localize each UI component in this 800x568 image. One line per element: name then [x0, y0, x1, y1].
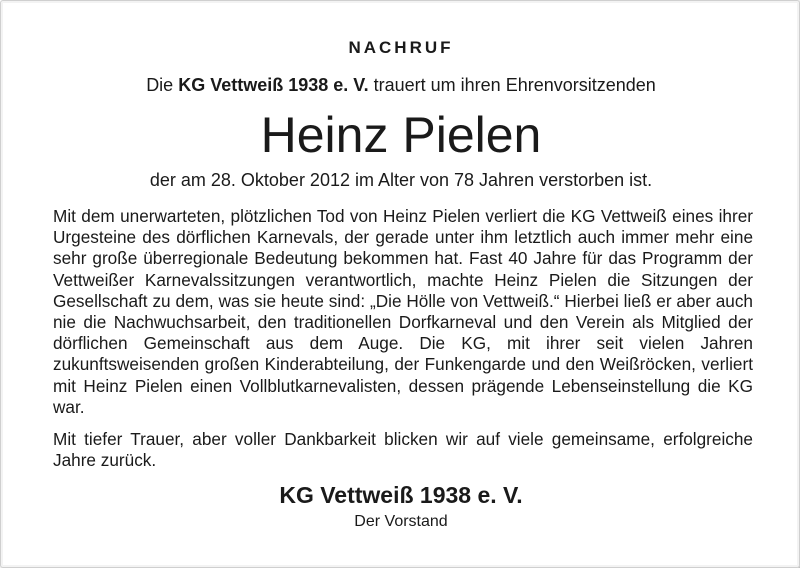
- death-line: der am 28. Oktober 2012 im Alter von 78 Jahren verstorben ist.: [149, 170, 653, 190]
- notice-heading: NACHRUF: [348, 38, 454, 57]
- intro-line: [1, 75, 800, 96]
- deceased-name: Heinz Pielen: [260, 107, 542, 163]
- intro-text-pre: Die: [146, 75, 179, 95]
- club-name: KG Vettweiß 1938 e. V.: [178, 75, 369, 95]
- intro-text-post: trauert um ihren Ehrenvorsitzenden: [368, 75, 656, 95]
- signature-board: Der Vorstand: [354, 513, 448, 530]
- notice-body: [53, 206, 753, 482]
- body-paragraph: Mit tiefer Trauer, aber voller Dankbarkeit blicken wir auf viele gemeinsame, erfolgreiche Jahre zurück.: [53, 429, 753, 471]
- body-paragraph: Mit dem unerwarteten, plötzlichen Tod von Heinz Pielen verliert die KG Vettweiß eines ihrer Urgesteine des dörflichen Karnevals, der gerade unter ihm letztlich auch immer mehr eine sehr große überregionale Bedeutung bekommen hat. Fast 40 Jahre für das Programm der Vettweißer Karnevalssitzungen verantwortlich, machte Heinz Pielen die Sitzungen der Gesellschaft zu dem, was sie heute sind: „Die Hölle von Vettweiß.“ Hierbei ließ er aber auch nie die Nachwuchsarbeit, den traditionellen Dorfkarneval und den Verein als Mitglied der dörflichen Gemeinschaft aus dem Auge. Die KG, mit ihrer seit vielen Jahren zukunftsweisenden großen Kinderabteilung, der Funkengarde und den Weißröcken, verliert mit Heinz Pielen einen Vollblutkarnevalisten, dessen prägende Lebenseinstellung die KG war.: [53, 206, 753, 417]
- signature-club: KG Vettweiß 1938 e. V.: [279, 482, 523, 508]
